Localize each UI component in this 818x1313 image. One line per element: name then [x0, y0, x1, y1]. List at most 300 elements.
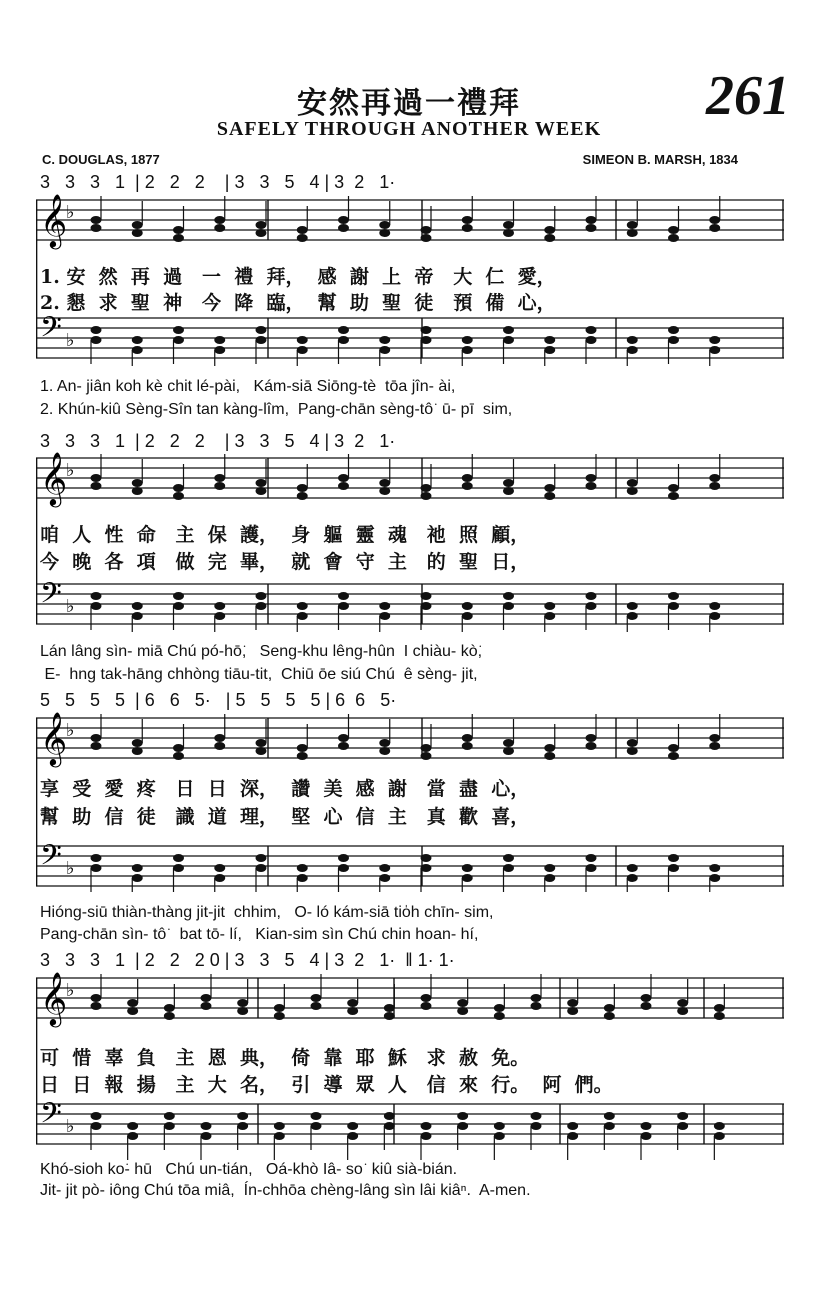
- note-head: [462, 224, 473, 232]
- note-head: [214, 346, 225, 354]
- note-head: [347, 999, 358, 1007]
- note-head: [457, 999, 468, 1007]
- note-head: [503, 854, 514, 862]
- note-head: [544, 234, 555, 242]
- note-head: [544, 492, 555, 500]
- note-head: [709, 224, 720, 232]
- note-head: [503, 336, 514, 344]
- note-head: [379, 864, 390, 872]
- note-head: [668, 326, 679, 334]
- flat-icon: ♭: [66, 460, 75, 481]
- note-head: [627, 612, 638, 620]
- note-head: [544, 346, 555, 354]
- note-head: [274, 1122, 285, 1130]
- lyric-roman-3-2: Pang-chān sìn- tô͘ bat tō- lí, Kian-sim sìn Chú chin hoan- hí,: [40, 926, 479, 943]
- note-head: [297, 226, 308, 234]
- flat-icon: ♭: [66, 1116, 75, 1137]
- note-head: [627, 739, 638, 747]
- note-head: [127, 1007, 138, 1015]
- note-head: [338, 742, 349, 750]
- note-head: [709, 216, 720, 224]
- note-head: [627, 602, 638, 610]
- note-head: [641, 1132, 652, 1140]
- note-head: [132, 612, 143, 620]
- note-head: [714, 1132, 725, 1140]
- note-head: [586, 482, 597, 490]
- note-head: [709, 482, 720, 490]
- note-head: [91, 1112, 102, 1120]
- note-head: [421, 326, 432, 334]
- note-head: [379, 874, 390, 882]
- hymn-title-chinese: 安然再過一禮拜: [297, 86, 521, 121]
- note-head: [714, 1012, 725, 1020]
- flat-icon: ♭: [66, 202, 75, 223]
- note-head: [668, 864, 679, 872]
- note-head: [379, 747, 390, 755]
- lyric-roman-2-1: Lán lâng sìn- miā Chú pó-hō͘, Seng-khu lêng-hûn I chiàu- kò͘,: [40, 643, 483, 660]
- note-head: [544, 752, 555, 760]
- note-head: [127, 1122, 138, 1130]
- note-head: [421, 484, 432, 492]
- note-head: [173, 234, 184, 242]
- note-head: [586, 734, 597, 742]
- note-head: [256, 221, 267, 229]
- note-head: [91, 224, 102, 232]
- flat-icon: ♭: [66, 858, 75, 879]
- note-head: [641, 994, 652, 1002]
- note-head: [201, 1122, 212, 1130]
- lyric-zh-4-2: 日 日 報 揚 主 大 名， 引 導 眾 人 信 來 行。 阿 們。: [40, 1074, 613, 1096]
- note-head: [677, 1122, 688, 1130]
- note-head: [421, 592, 432, 600]
- note-head: [567, 1122, 578, 1130]
- note-head: [338, 482, 349, 490]
- note-head: [91, 474, 102, 482]
- note-head: [91, 864, 102, 872]
- note-head: [627, 221, 638, 229]
- note-head: [462, 864, 473, 872]
- note-head: [709, 742, 720, 750]
- note-head: [567, 999, 578, 1007]
- note-head: [462, 874, 473, 882]
- note-head: [384, 1012, 395, 1020]
- jianpu-line-2: 3 3 3 1 | 2 2 2 | 3 3 5 4 | 3 2 1·: [40, 431, 396, 451]
- treble-clef-icon: 𝄞: [40, 194, 68, 247]
- note-head: [421, 602, 432, 610]
- note-head: [604, 1122, 615, 1130]
- note-head: [586, 742, 597, 750]
- note-head: [237, 999, 248, 1007]
- note-head: [709, 874, 720, 882]
- note-head: [91, 592, 102, 600]
- note-head: [421, 1132, 432, 1140]
- lyric-roman-4-1: Khó-sioh ko͘- hū Chú un-tián, Oá-khò Iâ- so͘ kiû sià-bián.: [40, 1161, 458, 1178]
- note-head: [256, 864, 267, 872]
- jianpu-line-1: 3 3 3 1 | 2 2 2 | 3 3 5 4 | 3 2 1·: [40, 172, 396, 192]
- note-head: [297, 492, 308, 500]
- note-head: [256, 747, 267, 755]
- note-head: [462, 734, 473, 742]
- note-head: [214, 482, 225, 490]
- note-head: [379, 612, 390, 620]
- lyric-roman-1-2: 2. Khún-kiû Sèng-Sîn tan kàng-lîm, Pang-chān sèng-tô͘ ū- pī sim,: [40, 401, 513, 418]
- note-head: [544, 484, 555, 492]
- note-head: [421, 752, 432, 760]
- note-head: [457, 1112, 468, 1120]
- note-head: [462, 742, 473, 750]
- note-head: [297, 864, 308, 872]
- note-head: [132, 487, 143, 495]
- note-head: [586, 326, 597, 334]
- note-head: [503, 487, 514, 495]
- note-head: [132, 221, 143, 229]
- lyric-roman-2-2: E- hng tak-hāng chhòng tiāu-tit, Chiū ōe siú Chú ê sèng- jit,: [40, 666, 478, 683]
- note-head: [91, 1002, 102, 1010]
- note-head: [164, 1112, 175, 1120]
- note-head: [201, 1132, 212, 1140]
- note-head: [338, 326, 349, 334]
- note-head: [214, 474, 225, 482]
- note-head: [379, 739, 390, 747]
- note-head: [132, 864, 143, 872]
- note-head: [668, 592, 679, 600]
- note-head: [421, 226, 432, 234]
- note-head: [201, 1002, 212, 1010]
- note-head: [567, 1007, 578, 1015]
- note-head: [677, 1007, 688, 1015]
- note-head: [668, 744, 679, 752]
- note-head: [379, 346, 390, 354]
- note-head: [237, 1122, 248, 1130]
- flat-icon: ♭: [66, 720, 75, 741]
- note-head: [256, 602, 267, 610]
- note-head: [503, 602, 514, 610]
- note-head: [214, 874, 225, 882]
- note-head: [173, 744, 184, 752]
- note-head: [132, 336, 143, 344]
- hymn-number: 261: [706, 65, 790, 127]
- note-head: [627, 346, 638, 354]
- note-head: [677, 1112, 688, 1120]
- note-head: [173, 854, 184, 862]
- note-head: [214, 336, 225, 344]
- note-head: [421, 854, 432, 862]
- note-head: [311, 1112, 322, 1120]
- note-head: [256, 229, 267, 237]
- note-head: [379, 602, 390, 610]
- note-head: [627, 864, 638, 872]
- lyric-zh-1-1: 1. 安 然 再 過 一 禮 拜， 感 謝 上 帝 大 仁 愛，: [40, 266, 556, 288]
- note-head: [132, 229, 143, 237]
- note-head: [297, 484, 308, 492]
- note-head: [494, 1132, 505, 1140]
- note-head: [421, 492, 432, 500]
- note-head: [714, 1004, 725, 1012]
- note-head: [347, 1132, 358, 1140]
- note-head: [214, 864, 225, 872]
- note-head: [709, 474, 720, 482]
- note-head: [173, 602, 184, 610]
- note-head: [462, 336, 473, 344]
- note-head: [237, 1007, 248, 1015]
- note-head: [132, 479, 143, 487]
- note-head: [421, 744, 432, 752]
- note-head: [668, 854, 679, 862]
- note-head: [544, 612, 555, 620]
- note-head: [586, 864, 597, 872]
- note-head: [503, 739, 514, 747]
- note-head: [214, 224, 225, 232]
- note-head: [462, 602, 473, 610]
- note-head: [256, 336, 267, 344]
- lyric-zh-4-1: 可 惜 辜 負 主 恩 典， 倚 靠 耶 穌 求 赦 免。: [40, 1047, 530, 1069]
- note-head: [709, 612, 720, 620]
- lyric-zh-2-1: 咱 人 性 命 主 保 護， 身 軀 靈 魂 祂 照 顧，: [40, 524, 530, 546]
- note-head: [641, 1122, 652, 1130]
- note-head: [604, 1112, 615, 1120]
- note-head: [173, 492, 184, 500]
- note-head: [627, 874, 638, 882]
- note-head: [379, 487, 390, 495]
- note-head: [164, 1012, 175, 1020]
- note-head: [531, 1122, 542, 1130]
- note-head: [709, 336, 720, 344]
- note-head: [462, 216, 473, 224]
- note-head: [641, 1002, 652, 1010]
- note-head: [91, 216, 102, 224]
- lyric-zh-2-2: 今 晚 各 項 做 完 畢， 就 會 守 主 的 聖 日，: [40, 551, 530, 573]
- note-head: [421, 994, 432, 1002]
- note-head: [347, 1122, 358, 1130]
- note-head: [256, 592, 267, 600]
- note-head: [544, 602, 555, 610]
- note-head: [586, 592, 597, 600]
- note-head: [256, 739, 267, 747]
- note-head: [531, 994, 542, 1002]
- note-head: [421, 336, 432, 344]
- note-head: [214, 742, 225, 750]
- note-head: [173, 326, 184, 334]
- note-head: [627, 229, 638, 237]
- note-head: [91, 994, 102, 1002]
- note-head: [462, 482, 473, 490]
- note-head: [379, 221, 390, 229]
- note-head: [604, 1004, 615, 1012]
- note-head: [173, 752, 184, 760]
- note-head: [586, 474, 597, 482]
- note-head: [91, 336, 102, 344]
- note-head: [586, 602, 597, 610]
- note-head: [668, 484, 679, 492]
- note-head: [338, 734, 349, 742]
- lyric-zh-3-2: 幫 助 信 徒 識 道 理， 堅 心 信 主 真 歡 喜，: [40, 806, 530, 828]
- note-head: [338, 336, 349, 344]
- flat-icon: ♭: [66, 596, 75, 617]
- flat-icon: ♭: [66, 330, 75, 351]
- lyric-zh-3-1: 享 受 愛 疼 日 日 深， 讚 美 感 謝 當 盡 心，: [40, 778, 530, 800]
- note-head: [311, 1002, 322, 1010]
- note-head: [586, 216, 597, 224]
- note-head: [668, 234, 679, 242]
- note-head: [709, 346, 720, 354]
- note-head: [297, 874, 308, 882]
- note-head: [709, 602, 720, 610]
- note-head: [494, 1012, 505, 1020]
- note-head: [586, 854, 597, 862]
- note-head: [164, 1004, 175, 1012]
- note-head: [214, 612, 225, 620]
- note-head: [531, 1002, 542, 1010]
- note-head: [421, 234, 432, 242]
- note-head: [91, 1122, 102, 1130]
- hymn-title-english: SAFELY THROUGH ANOTHER WEEK: [216, 118, 602, 140]
- note-head: [132, 739, 143, 747]
- note-head: [384, 1004, 395, 1012]
- note-head: [297, 346, 308, 354]
- note-head: [127, 1132, 138, 1140]
- note-head: [297, 234, 308, 242]
- note-head: [338, 602, 349, 610]
- note-head: [462, 474, 473, 482]
- note-head: [544, 864, 555, 872]
- note-head: [421, 1122, 432, 1130]
- note-head: [311, 994, 322, 1002]
- note-head: [384, 1112, 395, 1120]
- note-head: [274, 1012, 285, 1020]
- note-head: [297, 752, 308, 760]
- note-head: [91, 854, 102, 862]
- note-head: [338, 474, 349, 482]
- author-credit: C. DOUGLAS, 1877: [42, 152, 160, 167]
- note-head: [132, 874, 143, 882]
- composer-credit: SIMEON B. MARSH, 1834: [582, 152, 738, 167]
- note-head: [311, 1122, 322, 1130]
- note-head: [91, 326, 102, 334]
- note-head: [503, 592, 514, 600]
- note-head: [132, 346, 143, 354]
- note-head: [237, 1112, 248, 1120]
- note-head: [214, 602, 225, 610]
- lyric-roman-1-1: 1. An- jiân koh kè chit lé-pài, Kám-siā Siōng-tè tōa jîn- ài,: [40, 378, 456, 395]
- note-head: [379, 336, 390, 344]
- note-head: [297, 612, 308, 620]
- note-head: [503, 229, 514, 237]
- note-head: [714, 1122, 725, 1130]
- note-head: [173, 336, 184, 344]
- note-head: [494, 1004, 505, 1012]
- note-head: [709, 864, 720, 872]
- note-head: [132, 602, 143, 610]
- note-head: [586, 224, 597, 232]
- note-head: [421, 1002, 432, 1010]
- note-head: [494, 1122, 505, 1130]
- note-head: [256, 479, 267, 487]
- note-head: [668, 226, 679, 234]
- note-head: [627, 747, 638, 755]
- note-head: [677, 999, 688, 1007]
- note-head: [173, 864, 184, 872]
- jianpu-line-4: 3 3 3 1 | 2 2 2 0 | 3 3 5 4 | 3 2 1· ‖ 1· 1·: [40, 950, 455, 970]
- note-head: [256, 854, 267, 862]
- note-head: [668, 752, 679, 760]
- note-head: [462, 346, 473, 354]
- flat-icon: ♭: [66, 980, 75, 1001]
- note-head: [132, 747, 143, 755]
- note-head: [544, 226, 555, 234]
- note-head: [173, 484, 184, 492]
- note-head: [503, 747, 514, 755]
- note-head: [567, 1132, 578, 1140]
- note-head: [214, 734, 225, 742]
- note-head: [384, 1122, 395, 1130]
- bass-clef-icon: 𝄢: [40, 311, 62, 351]
- note-head: [164, 1122, 175, 1130]
- note-head: [338, 592, 349, 600]
- lyric-roman-4-2: Jit- jit pò- iông Chú tōa miâ, Ín-chhōa chèng-lâng sìn lâi kiâⁿ. A-men.: [40, 1182, 531, 1199]
- note-head: [544, 336, 555, 344]
- note-head: [503, 864, 514, 872]
- note-head: [214, 216, 225, 224]
- note-head: [338, 854, 349, 862]
- note-head: [338, 224, 349, 232]
- treble-clef-icon: 𝄞: [40, 712, 68, 765]
- note-head: [379, 229, 390, 237]
- note-head: [709, 734, 720, 742]
- note-head: [347, 1007, 358, 1015]
- note-head: [668, 336, 679, 344]
- bass-clef-icon: 𝄢: [40, 577, 62, 617]
- jianpu-line-3: 5 5 5 5 | 6 6 5· | 5 5 5 5 | 6 6 5·: [40, 690, 397, 710]
- note-head: [531, 1112, 542, 1120]
- note-head: [338, 864, 349, 872]
- note-head: [627, 479, 638, 487]
- note-head: [91, 734, 102, 742]
- note-head: [274, 1132, 285, 1140]
- note-head: [544, 744, 555, 752]
- note-head: [91, 742, 102, 750]
- note-head: [91, 602, 102, 610]
- note-head: [604, 1012, 615, 1020]
- note-head: [457, 1007, 468, 1015]
- note-head: [544, 874, 555, 882]
- note-head: [457, 1122, 468, 1130]
- note-head: [503, 221, 514, 229]
- lyric-zh-1-2: 2. 懇 求 聖 神 今 降 臨， 幫 助 聖 徒 預 備 心，: [40, 292, 556, 314]
- note-head: [297, 602, 308, 610]
- note-head: [297, 744, 308, 752]
- note-head: [256, 326, 267, 334]
- note-head: [274, 1004, 285, 1012]
- note-head: [201, 994, 212, 1002]
- treble-clef-icon: 𝄞: [40, 972, 68, 1025]
- note-head: [627, 487, 638, 495]
- treble-clef-icon: 𝄞: [40, 452, 68, 505]
- lyric-roman-3-1: Hióng-siū thiàn-thàng jit-jit chhim, O- ló kám-siā tio̍h chīn- sim,: [40, 904, 494, 921]
- bass-clef-icon: 𝄢: [40, 839, 62, 879]
- note-head: [338, 216, 349, 224]
- note-head: [421, 864, 432, 872]
- note-head: [462, 612, 473, 620]
- bass-clef-icon: 𝄢: [40, 1097, 62, 1137]
- note-head: [91, 482, 102, 490]
- note-head: [379, 479, 390, 487]
- note-head: [503, 326, 514, 334]
- note-head: [668, 602, 679, 610]
- note-head: [256, 487, 267, 495]
- note-head: [503, 479, 514, 487]
- note-head: [173, 226, 184, 234]
- note-head: [127, 999, 138, 1007]
